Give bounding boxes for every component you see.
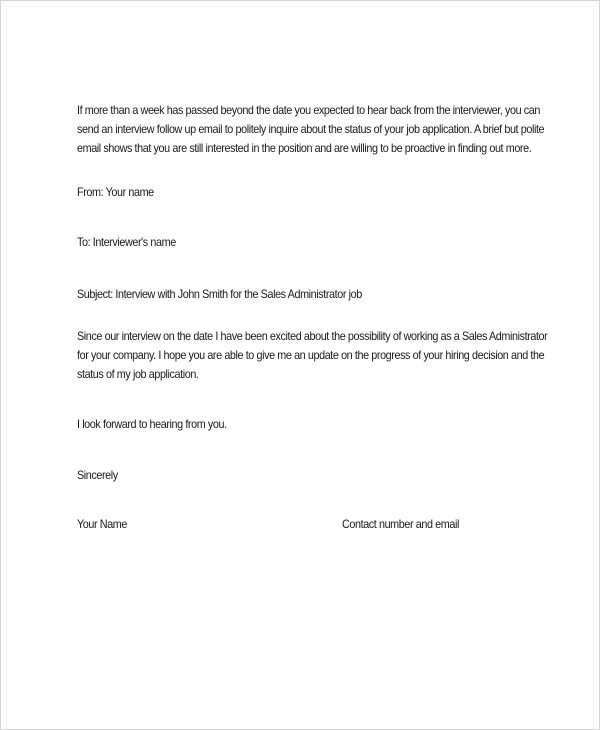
intro-line: send an interview follow up email to politely inquire about the status of your job application. A brief but polite	[77, 122, 545, 136]
signature-name: Your Name	[77, 517, 127, 531]
body-line: status of my job application.	[77, 367, 199, 381]
intro-line: If more than a week has passed beyond the date you expected to hear back from the interviewer, you can	[77, 103, 541, 117]
from-line: From: Your name	[77, 185, 154, 199]
to-line: To: Interviewer's name	[77, 235, 176, 249]
intro-line: email shows that you are still interested in the position and are willing to be proactive in finding out more.	[77, 141, 532, 155]
body-line: Since our interview on the date I have been excited about the possibility of working as a Sales Administrator	[77, 329, 548, 343]
signature-contact: Contact number and email	[342, 517, 459, 531]
sign-off: Sincerely	[77, 468, 118, 482]
body-paragraph	[77, 327, 547, 384]
closing-line: I look forward to hearing from you.	[77, 417, 227, 431]
subject-line: Subject: Interview with John Smith for the Sales Administrator job	[77, 287, 362, 301]
intro-paragraph	[77, 101, 544, 158]
body-line: for your company. I hope you are able to give me an update on the progress of your hiring decision and the	[77, 348, 545, 362]
